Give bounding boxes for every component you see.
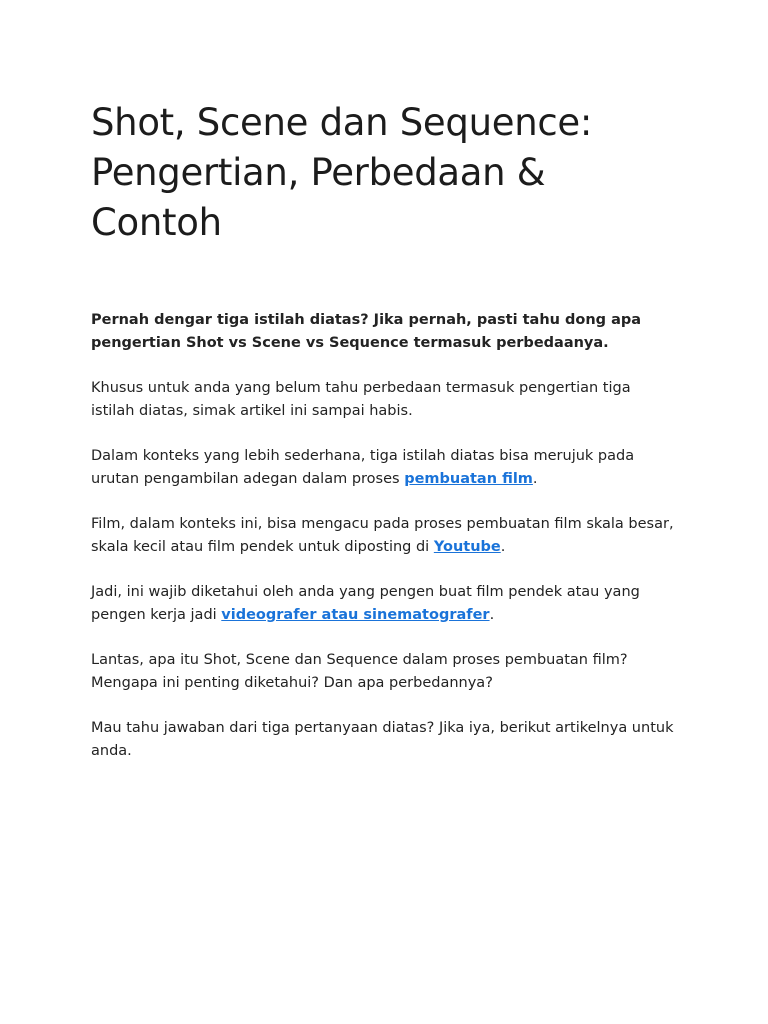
paragraph-3 [91,513,678,559]
article-body [91,309,678,763]
paragraph-4-end: . [489,607,495,623]
lead-paragraph: Pernah dengar tiga istilah diatas? Jika pernah, pasti tahu dong apa pengertian Shot vs Scene vs Sequence termasuk perbedaanya. [91,312,642,351]
paragraph-2-text: Dalam konteks yang lebih sederhana, tiga istilah diatas bisa merujuk pada urutan pengambilan adegan dalam proses [91,448,635,487]
title-line-1: Shot, Scene dan Sequence: [91,101,593,144]
paragraph-2 [91,445,678,491]
paragraph-5: Lantas, apa itu Shot, Scene dan Sequence dalam proses pembuatan film? Mengapa ini penting diketahui? Dan apa perbedannya? [91,652,628,691]
title-line-2: Pengertian, Perbedaan & Contoh [91,151,546,244]
paragraph-4-text: Jadi, ini wajib diketahui oleh anda yang pengen buat film pendek atau yang pengen kerja jadi [91,584,640,623]
article-title [91,98,678,248]
link-pembuatan-film[interactable]: pembuatan film [404,471,533,487]
paragraph-1: Khusus untuk anda yang belum tahu perbedaan termasuk pengertian tiga istilah diatas, simak artikel ini sampai habis. [91,380,631,419]
paragraph-4 [91,581,678,627]
paragraph-3-text: Film, dalam konteks ini, bisa mengacu pada proses pembuatan film skala besar, skala kecil atau film pendek untuk diposting di [91,516,674,555]
paragraph-3-end: . [500,539,506,555]
link-youtube[interactable]: Youtube [433,539,501,555]
link-videografer[interactable]: videografer atau sinematografer [221,607,490,623]
paragraph-6: Mau tahu jawaban dari tiga pertanyaan diatas? Jika iya, berikut artikelnya untuk anda. [91,720,674,759]
paragraph-2-end: . [532,471,538,487]
